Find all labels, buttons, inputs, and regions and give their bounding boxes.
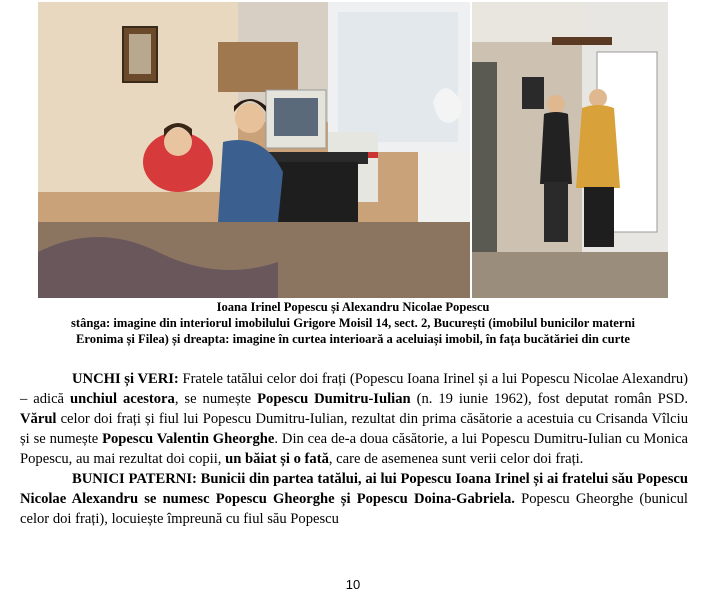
paragraph-uncles-cousins	[20, 369, 688, 469]
heading-unchi-veri: UNCHI și VERI:	[72, 371, 179, 387]
photo-interior	[38, 2, 470, 298]
para1-text-2: , se numește	[174, 391, 258, 407]
caption-line-3: Eronima și Filea) și dreapta: imagine în curtea interioară a aceluiași imobil, în fața bucătăriei din curte	[76, 332, 630, 346]
photo-courtyard-image	[472, 2, 668, 298]
caption-line-1: Ioana Irinel Popescu și Alexandru Nicolae Popescu	[216, 300, 490, 314]
para2-bold-1: Bunicii din partea tatălui, ai lui Popescu Ioana Irinel și ai fratelui său Popescu Nicolae Alexandru se numesc Popescu Gheorghe și Popescu Doina-Gabriela.	[20, 471, 688, 507]
photo-courtyard	[472, 2, 668, 298]
photo-caption	[0, 299, 706, 347]
para1-bold-5: un băiat și o fată	[225, 451, 329, 467]
para1-text-6: , care de asemenea sunt verii celor doi frați.	[328, 451, 584, 467]
para1-bold-1: unchiul acestora	[69, 391, 175, 407]
para1-text-4: celor doi frați și fiul lui Popescu Dumitru-Iulian, rezultat din prima căsătorie a acestuia cu Crisanda Vîlciu și se numește	[20, 411, 688, 447]
para1-text-3: (n. 19 iunie 1962), fost deputat român PSD.	[410, 391, 689, 407]
para1-text-1: Fratele tatălui celor doi frați (Popescu Ioana Irinel și a lui Popescu Nicolae Alexandru) – adică	[20, 371, 688, 407]
para2-text-1: Popescu Gheorghe (bunicul celor doi frați), locuiește împreună cu fiul său Popescu	[20, 491, 688, 527]
photo-interior-image	[38, 2, 470, 298]
para1-bold-3: Vărul	[20, 411, 57, 427]
caption-line-2: stânga: imagine din interiorul imobilului Grigore Moisil 14, sect. 2, București (imobilul bunicilor materni	[71, 316, 635, 330]
paragraph-paternal-grandparents	[20, 469, 688, 529]
body-text	[20, 369, 688, 529]
para1-text-5: . Din cea de-a doua căsătorie, a lui Popescu Dumitru-Iulian cu Monica Popescu, au mai rezultat doi copii,	[20, 431, 688, 467]
page-number: 10	[345, 577, 361, 592]
para1-bold-4: Popescu Valentin Gheorghe	[102, 431, 275, 447]
para1-bold-2: Popescu Dumitru-Iulian	[257, 391, 411, 407]
photo-collage	[38, 2, 668, 298]
heading-bunici-paterni: BUNICI PATERNI:	[72, 471, 197, 487]
